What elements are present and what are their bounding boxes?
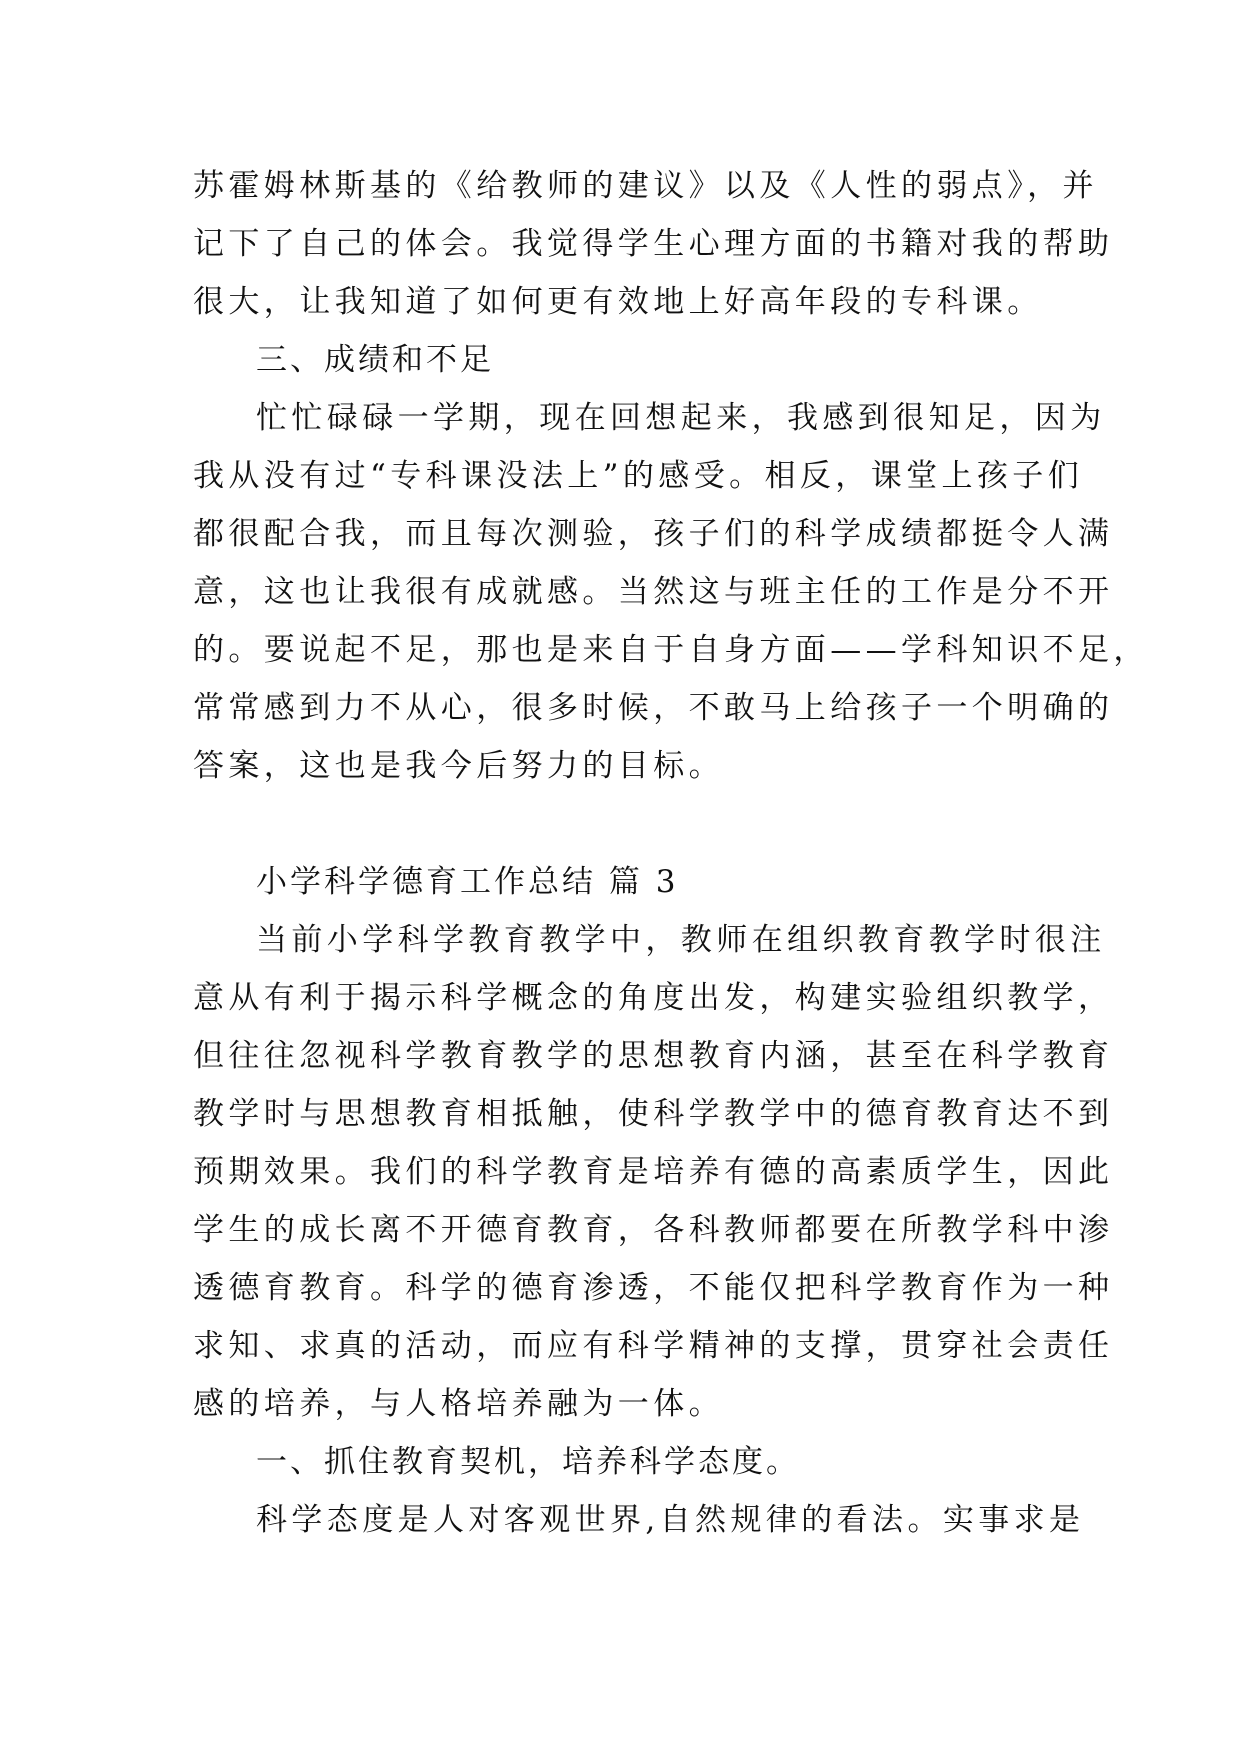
paragraph-line: 我从没有过“专科课没法上”的感受。相反，课堂上孩子们 [193, 458, 1084, 494]
paragraph-line: 意从有利于揭示科学概念的角度出发，构建实验组织教学， [193, 980, 1114, 1016]
paragraph-line: 学生的成长离不开德育教育，各科教师都要在所教学科中渗 [193, 1212, 1114, 1248]
paragraph-line: 但往往忽视科学教育教学的思想教育内涵，甚至在科学教育 [193, 1038, 1114, 1074]
paragraph-line: 的。要说起不足，那也是来自于自身方面——学科知识不足， [193, 632, 1149, 668]
paragraph-line: 透德育教育。科学的德育渗透，不能仅把科学教育作为一种 [193, 1270, 1114, 1306]
section-heading: 三、成绩和不足 [256, 342, 494, 378]
paragraph-line: 意，这也让我很有成就感。当然这与班主任的工作是分不开 [193, 574, 1114, 610]
section-heading: 一、抓住教育契机，培养科学态度。 [256, 1444, 800, 1480]
article-title: 小学科学德育工作总结 篇 3 [256, 864, 679, 900]
paragraph-line: 常常感到力不从心，很多时候，不敢马上给孩子一个明确的 [193, 690, 1114, 726]
paragraph-line: 忙忙碌碌一学期，现在回想起来，我感到很知足，因为 [256, 400, 1106, 436]
paragraph-line: 答案，这也是我今后努力的目标。 [193, 748, 724, 784]
paragraph-line: 预期效果。我们的科学教育是培养有德的高素质学生，因此 [193, 1154, 1114, 1190]
paragraph-line: 当前小学科学教育教学中，教师在组织教育教学时很注 [256, 922, 1106, 958]
paragraph-line: 感的培养，与人格培养融为一体。 [193, 1386, 724, 1422]
paragraph-line: 记下了自己的体会。我觉得学生心理方面的书籍对我的帮助 [193, 226, 1114, 262]
paragraph-line: 都很配合我，而且每次测验，孩子们的科学成绩都挺令人满 [193, 516, 1114, 552]
paragraph-line: 苏霍姆林斯基的《给教师的建议》以及《人性的弱点》，并 [193, 168, 1098, 204]
paragraph-line: 求知、求真的活动，而应有科学精神的支撑，贯穿社会责任 [193, 1328, 1114, 1364]
paragraph-line: 很大，让我知道了如何更有效地上好高年段的专科课。 [193, 284, 1043, 320]
paragraph-line: 教学时与思想教育相抵触，使科学教学中的德育教育达不到 [193, 1096, 1114, 1132]
paragraph-line: 科学态度是人对客观世界,自然规律的看法。实事求是 [256, 1502, 1085, 1538]
